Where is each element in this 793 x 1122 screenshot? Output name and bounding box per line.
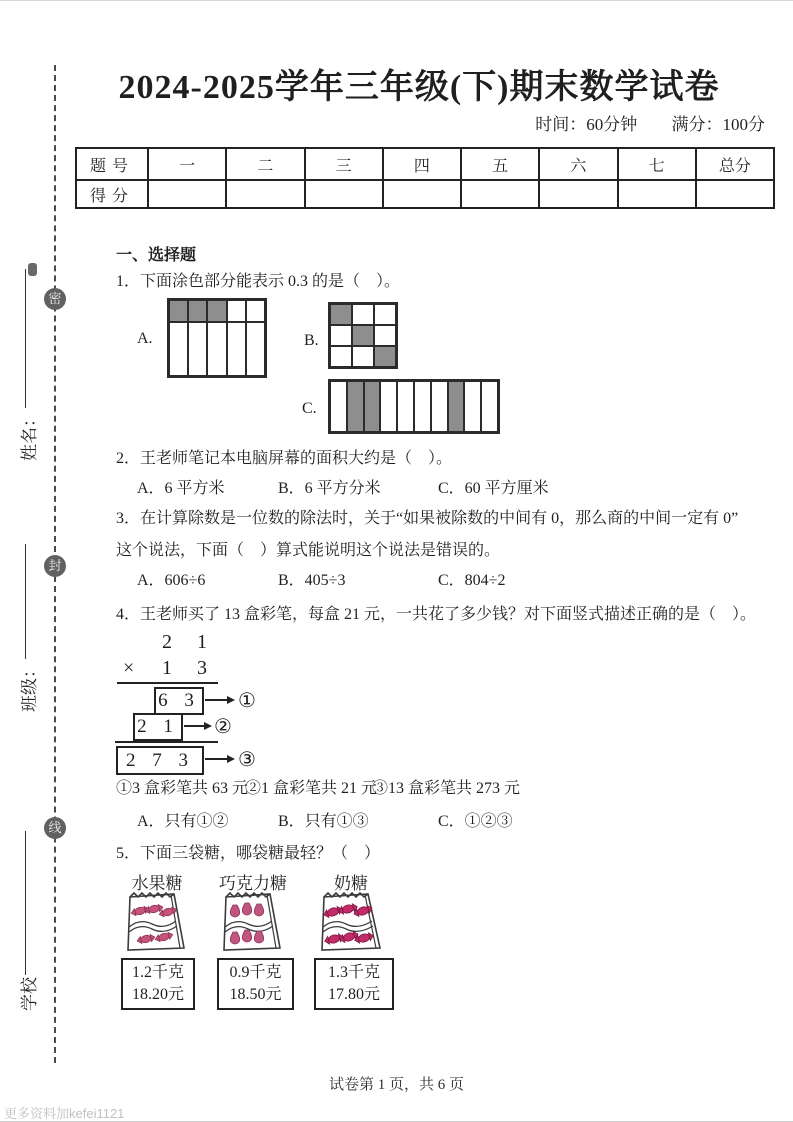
bag-1-weight: 1.2千克 — [131, 964, 184, 981]
grid-cell — [352, 304, 374, 325]
student-name-field — [16, 269, 38, 461]
page-number: 试卷第 1 页，共 6 页 — [328, 1077, 464, 1093]
score-table — [75, 147, 775, 209]
class-blank-line — [25, 544, 26, 659]
chocolate-candy-bag-icon — [220, 887, 286, 957]
multiplier: 1 3 — [162, 657, 217, 679]
grid-cell — [414, 381, 431, 432]
figure-b-grid — [328, 302, 398, 369]
question-5-stem: 5．下面三袋糖，哪袋糖最轻？（ ） — [116, 845, 381, 862]
seal-char-mi: 密 — [44, 288, 66, 310]
bag-2-weight: 0.9千克 — [229, 964, 282, 981]
grid-cell — [330, 304, 352, 325]
bag-1-price: 18.20元 — [131, 986, 184, 1003]
q3-option-c: C．804÷2 — [438, 572, 506, 589]
q4-option-b: B．只有①③ — [278, 813, 369, 830]
school-field — [16, 831, 38, 1011]
multiplication-rule-1 — [117, 682, 218, 684]
q4-note-1: ①3 盒彩笔共 63 元 — [116, 780, 249, 797]
score-table-header-cell: 五 — [461, 148, 539, 180]
tag-3: ③ — [238, 747, 256, 771]
grid-cell — [169, 300, 188, 322]
partial-product-1-box: 6 3 — [154, 687, 204, 715]
grid-cell — [464, 381, 481, 432]
class-label: 班级： — [19, 661, 39, 712]
q3-option-b: B．405÷3 — [278, 572, 346, 589]
seal-char-xian: 线 — [44, 817, 66, 839]
grid-cell — [352, 325, 374, 346]
student-name-label: 姓名： — [19, 410, 39, 461]
tag-2: ② — [214, 714, 232, 738]
grid-cell — [169, 322, 188, 376]
q4-option-c: C．①②③ — [438, 813, 513, 830]
score-table-header-cell: 题号 — [76, 148, 148, 180]
grid-cell — [380, 381, 397, 432]
figure-a-grid — [167, 298, 267, 378]
time-limit: 时间：60分钟 — [535, 115, 638, 134]
q2-option-b: B．6 平方分米 — [278, 480, 381, 497]
grid-cell — [431, 381, 448, 432]
page-title: 2024-2025学年三年级(下)期末数学试卷 — [118, 69, 720, 106]
grid-cell — [330, 346, 352, 367]
bag-2-info-box — [217, 958, 294, 1010]
product-box: 2 7 3 — [116, 746, 204, 775]
grid-cell — [188, 300, 207, 322]
grid-cell — [448, 381, 465, 432]
bag-1-info-box — [121, 958, 195, 1010]
q2-option-c: C．60 平方厘米 — [438, 480, 549, 497]
question-2-stem: 2．王老师笔记本电脑屏幕的面积大约是（ ）。 — [116, 450, 453, 467]
bag-3-weight: 1.3千克 — [327, 964, 380, 981]
score-cell — [383, 180, 461, 208]
figure-c-label: C. — [302, 400, 317, 417]
score-cell — [461, 180, 539, 208]
score-table-header-cell: 六 — [539, 148, 617, 180]
grid-cell — [188, 322, 207, 376]
q4-note-3: ③13 盒彩笔共 273 元 — [372, 780, 521, 797]
full-score: 满分：100分 — [671, 115, 765, 134]
score-cell — [618, 180, 696, 208]
multiplicand: 2 1 — [162, 631, 217, 653]
question-1-stem: 1．下面涂色部分能表示 0.3 的是（ ）。 — [116, 273, 401, 290]
score-cell — [148, 180, 226, 208]
arrow-2 — [184, 725, 210, 727]
bag-1-name: 水果糖 — [131, 874, 183, 893]
figure-c-strip — [328, 379, 500, 434]
grid-cell — [481, 381, 498, 432]
grid-cell — [397, 381, 414, 432]
tag-1: ① — [238, 688, 256, 712]
grid-cell — [374, 304, 396, 325]
figure-a-label: A. — [137, 330, 153, 347]
grid-cell — [227, 322, 246, 376]
bag-3-info-box — [314, 958, 394, 1010]
grid-cell — [330, 325, 352, 346]
score-row-label: 得分 — [76, 180, 148, 208]
score-table-header-cell: 二 — [226, 148, 304, 180]
scan-artifact — [28, 263, 37, 276]
score-table-header-cell: 总分 — [696, 148, 774, 180]
score-table-header-cell: 一 — [148, 148, 226, 180]
score-table-header-cell: 三 — [305, 148, 383, 180]
question-4-stem: 4．王老师买了 13 盒彩笔，每盒 21 元，一共花了多少钱？对下面竖式描述正确的是（ ）。 — [116, 606, 757, 623]
name-blank-line — [25, 269, 26, 408]
question-3-stem-line2: 这个说法，下面（ ）算式能说明这个说法是错误的。 — [116, 542, 501, 559]
milk-candy-bag-icon — [318, 887, 386, 957]
fruit-candy-bag-icon — [124, 887, 190, 957]
q3-option-a: A．606÷6 — [137, 572, 206, 589]
seal-char-feng: 封 — [44, 555, 66, 577]
grid-cell — [207, 300, 226, 322]
score-table-header-cell: 四 — [383, 148, 461, 180]
q2-option-a: A．6 平方米 — [137, 480, 225, 497]
grid-cell — [207, 322, 226, 376]
q4-option-a: A．只有①② — [137, 813, 229, 830]
grid-cell — [246, 300, 265, 322]
question-3-stem-line1: 3．在计算除数是一位数的除法时，关于“如果被除数的中间有 0，那么商的中间一定有 0” — [116, 510, 739, 527]
arrow-3 — [205, 758, 233, 760]
school-blank-line — [25, 831, 26, 975]
score-cell — [226, 180, 304, 208]
grid-cell — [330, 381, 347, 432]
multiply-sign: × — [123, 657, 135, 679]
score-table-header-cell: 七 — [618, 148, 696, 180]
score-cell — [696, 180, 774, 208]
partial-product-2-box: 2 1 — [133, 713, 183, 741]
grid-cell — [246, 322, 265, 376]
bag-2-name: 巧克力糖 — [219, 874, 287, 893]
arrow-1 — [205, 699, 233, 701]
multiplication-rule-2 — [115, 741, 218, 743]
grid-cell — [364, 381, 381, 432]
grid-cell — [352, 346, 374, 367]
bag-3-name: 奶糖 — [334, 874, 368, 893]
school-label: 学校 — [19, 977, 39, 1011]
score-cell — [539, 180, 617, 208]
score-cell — [305, 180, 383, 208]
watermark-text: 更多资料加kefei1121 — [4, 1106, 125, 1121]
grid-cell — [374, 346, 396, 367]
figure-b-label: B. — [304, 332, 319, 349]
section-heading: 一、选择题 — [116, 247, 197, 264]
bag-3-price: 17.80元 — [327, 986, 380, 1003]
grid-cell — [347, 381, 364, 432]
grid-cell — [374, 325, 396, 346]
grid-cell — [227, 300, 246, 322]
exam-meta — [535, 110, 765, 135]
q4-note-2: ②1 盒彩笔共 21 元 — [245, 780, 378, 797]
class-field — [16, 544, 38, 712]
bag-2-price: 18.50元 — [229, 986, 282, 1003]
